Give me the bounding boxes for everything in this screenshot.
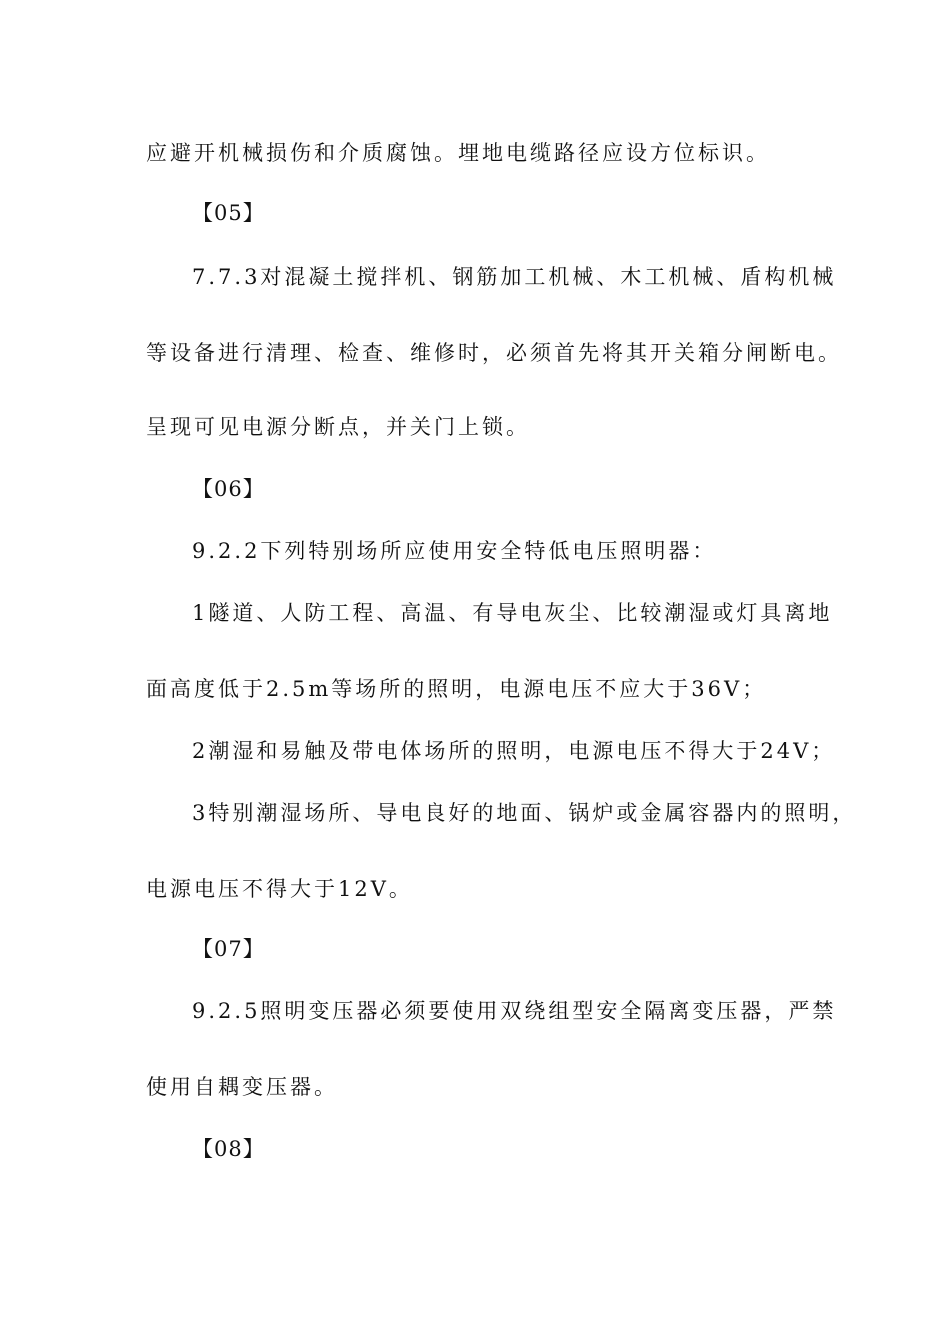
paragraph-line: 等设备进行清理、检查、维修时，必须首先将其开关箱分闸断电。: [146, 341, 842, 365]
list-item-line: 2潮湿和易触及带电体场所的照明，电源电压不得大于24V；: [192, 739, 836, 763]
clause-heading-line: 7.7.3对混凝土搅拌机、钢筋加工机械、木工机械、盾构机械: [192, 265, 837, 289]
paragraph-line: 呈现可见电源分断点，并关门上锁。: [146, 415, 530, 439]
clause-heading-line: 9.2.5照明变压器必须要使用双绕组型安全隔离变压器，严禁: [192, 999, 837, 1023]
list-item-line: 1隧道、人防工程、高温、有导电灰尘、比较潮湿或灯具离地: [192, 601, 833, 625]
paragraph-line: 面高度低于2.5m等场所的照明，电源电压不应大于36V；: [146, 677, 767, 701]
clause-heading-line: 9.2.2下列特别场所应使用安全特低电压照明器：: [192, 539, 717, 563]
paragraph-line: 电源电压不得大于12V。: [146, 877, 413, 901]
paragraph-line: 使用自耦变压器。: [146, 1075, 338, 1099]
section-marker: 【05】: [192, 201, 265, 225]
section-marker: 【06】: [192, 477, 265, 501]
list-item-line: 3特别潮湿场所、导电良好的地面、锅炉或金属容器内的照明，: [192, 801, 857, 825]
section-marker: 【08】: [192, 1137, 265, 1161]
paragraph-line: 应避开机械损伤和介质腐蚀。埋地电缆路径应设方位标识。: [146, 141, 770, 165]
section-marker: 【07】: [192, 937, 265, 961]
